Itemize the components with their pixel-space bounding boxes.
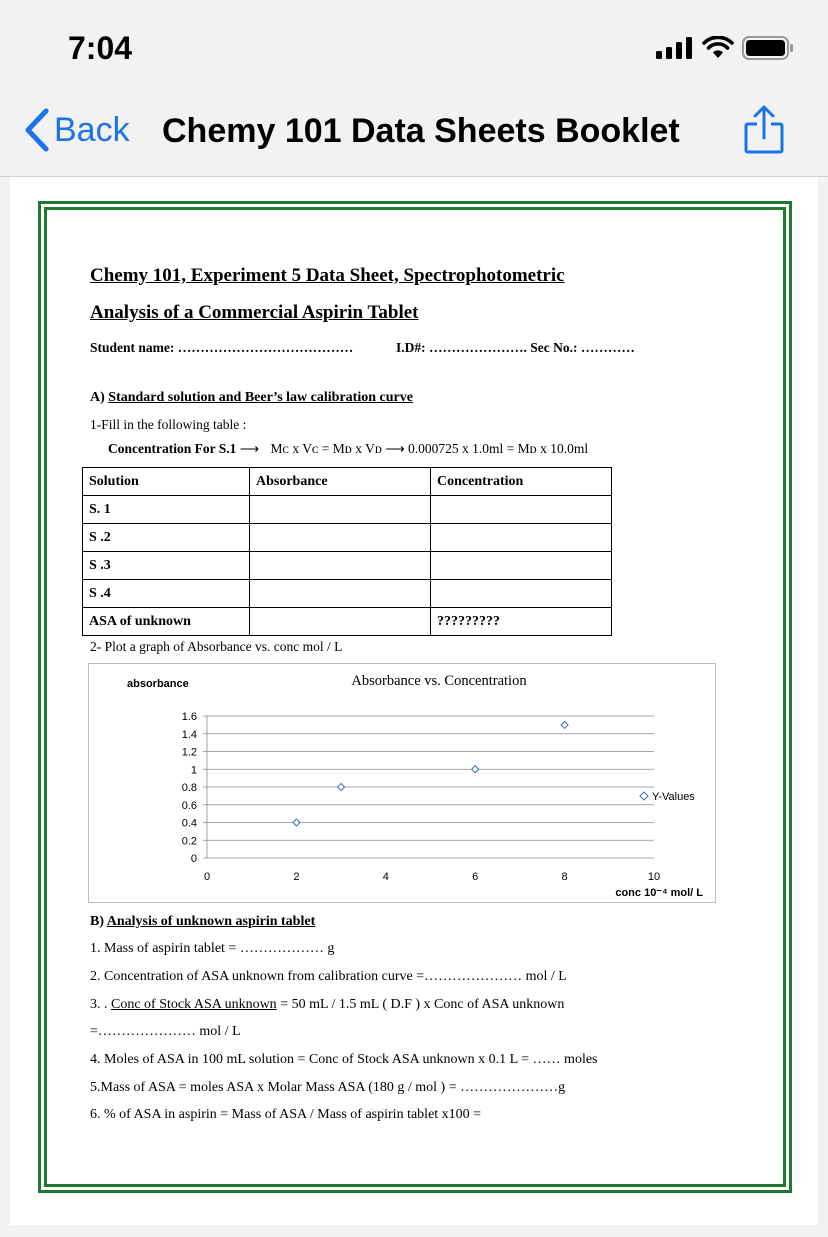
- table-row: [83, 552, 612, 580]
- chart-xtick-label: 4: [382, 871, 389, 883]
- section-a-heading: A) Standard solution and Beer’s law calibration curve: [90, 390, 413, 405]
- table-row: [83, 580, 612, 608]
- chart-data-point: [338, 784, 345, 791]
- document-page[interactable]: [10, 177, 818, 1225]
- share-icon[interactable]: [742, 104, 786, 156]
- question-2: 2. Concentration of ASA unknown from calibration curve =………………… mol / L: [90, 969, 567, 984]
- chevron-left-icon: [24, 108, 50, 152]
- table-cell: ?????????: [431, 608, 612, 636]
- wifi-icon: [702, 36, 734, 60]
- concentration-formula: Concentration For S.1 ⟶ Mᴄ x Vᴄ = Mᴅ x Vᴅ ⟶ 0.000725 x 1.0ml = Mᴅ x 10.0ml: [108, 441, 589, 456]
- cellular-signal-icon: [656, 37, 694, 59]
- back-label: Back: [54, 110, 130, 149]
- chart-ytick-label: 1: [190, 764, 197, 777]
- chart-ytick-label: 1.6: [181, 711, 197, 723]
- chart-title: Absorbance vs. Concentration: [351, 673, 527, 689]
- arrow-right-icon: ⟶: [385, 441, 405, 456]
- page-title: Chemy 101 Data Sheets Booklet: [162, 112, 680, 150]
- table-header: Absorbance: [250, 468, 431, 496]
- table-cell[interactable]: [431, 496, 612, 524]
- table-header-row: [83, 468, 612, 496]
- table-cell[interactable]: [431, 552, 612, 580]
- question-4: 4. Moles of ASA in 100 mL solution = Conc of Stock ASA unknown x 0.1 L = …… moles: [90, 1052, 598, 1067]
- question-6: 6. % of ASA in aspirin = Mass of ASA / Mass of aspirin tablet x100 =: [90, 1107, 482, 1122]
- standards-table: [82, 467, 612, 636]
- chart-ytick-label: 1.4: [181, 728, 197, 741]
- table-header: Concentration: [431, 468, 612, 496]
- table-cell[interactable]: [431, 524, 612, 552]
- chart-xtick-label: 8: [561, 871, 568, 883]
- chart-ytick-label: 0.6: [181, 799, 197, 812]
- chart-data-point: [472, 766, 479, 773]
- table-row: [83, 608, 612, 636]
- arrow-right-icon: ⟶: [239, 441, 260, 456]
- table-cell[interactable]: [250, 552, 431, 580]
- back-button[interactable]: [24, 108, 130, 152]
- chart-xtick-label: 0: [203, 871, 211, 883]
- chart-ytick-label: 1.2: [181, 746, 197, 759]
- chart-ytick-label: 0.8: [181, 782, 197, 794]
- status-icons: [656, 36, 794, 60]
- table-cell[interactable]: [431, 580, 612, 608]
- chart-ytick-label: 0: [190, 853, 197, 865]
- chart-xlabel: conc 10⁻⁴ mol/ L: [615, 887, 703, 899]
- chart-ylabel: absorbance: [127, 678, 189, 690]
- chart-ytick-label: 0.2: [181, 835, 197, 848]
- question-3-continued: =………………… mol / L: [90, 1024, 241, 1039]
- question-5: 5.Mass of ASA = moles ASA x Molar Mass ASA (180 g / mol ) = …………………g: [90, 1080, 566, 1095]
- chart-ytick-label: 0.4: [181, 817, 197, 830]
- chart-xtick-label: 2: [293, 871, 300, 883]
- table-cell[interactable]: [250, 524, 431, 552]
- table-cell: S .2: [83, 524, 250, 552]
- table-cell[interactable]: [250, 580, 431, 608]
- table-cell[interactable]: [250, 608, 431, 636]
- navigation-bar: [0, 96, 828, 177]
- status-bar: [0, 0, 828, 96]
- question-1: 1. Mass of aspirin tablet = ……………… g: [90, 941, 335, 956]
- table-cell: ASA of unknown: [83, 608, 250, 636]
- chart-xtick-label: 10: [647, 871, 661, 883]
- fill-instruction: 1-Fill in the following table :: [90, 417, 247, 432]
- chart-svg: [89, 664, 715, 902]
- battery-icon: [742, 36, 794, 60]
- table-cell: S. 1: [83, 496, 250, 524]
- legend-marker: [640, 792, 648, 800]
- chart-data-point: [293, 819, 300, 826]
- student-name-field: Student name: …………………………………: [90, 340, 354, 355]
- question-3: 3. . Conc of Stock ASA unknown = 50 mL / 1.5 mL ( D.F ) x Conc of ASA unknown: [90, 997, 565, 1012]
- status-time: 7:04: [68, 30, 133, 66]
- section-b-heading: B) Analysis of unknown aspirin tablet: [90, 914, 316, 929]
- plot-instruction: 2- Plot a graph of Absorbance vs. conc mol / L: [90, 639, 343, 654]
- table-row: [83, 496, 612, 524]
- legend-label: Y-Values: [652, 791, 695, 803]
- table-row: [83, 524, 612, 552]
- doc-title-line2: Analysis of a Commercial Aspirin Tablet: [90, 302, 419, 323]
- calibration-chart: [88, 663, 716, 903]
- table-cell: S .3: [83, 552, 250, 580]
- chart-data-point: [561, 721, 568, 728]
- doc-title-line1: Chemy 101, Experiment 5 Data Sheet, Spectrophotometric: [90, 265, 565, 286]
- id-section-field: I.D#: …………………. Sec No.: …………: [396, 340, 635, 355]
- chart-xtick-label: 6: [472, 871, 479, 883]
- chart-legend: [640, 791, 695, 803]
- table-cell[interactable]: [250, 496, 431, 524]
- table-cell: S .4: [83, 580, 250, 608]
- table-header: Solution: [83, 468, 250, 496]
